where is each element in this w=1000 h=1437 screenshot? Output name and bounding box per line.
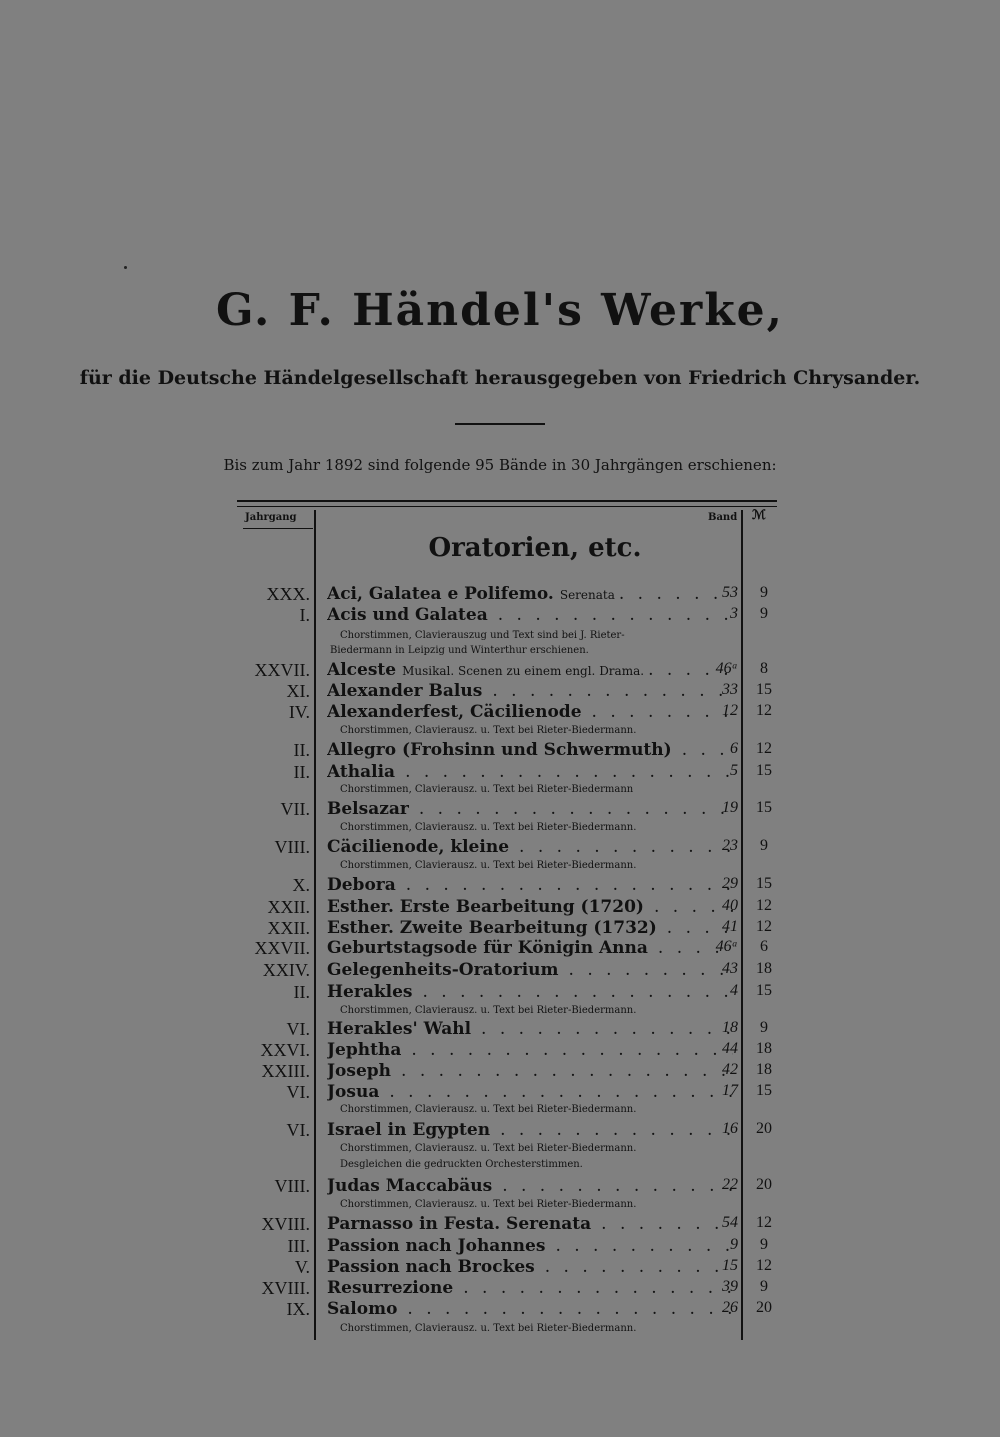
row-note: Chorstimmen, Clavierausz. u. Text bei Rieter-Biedermann. xyxy=(340,725,637,736)
row-note: Chorstimmen, Clavierausz. u. Text bei Rieter-Biedermann. xyxy=(340,822,637,833)
row-volume: 46ᵃ xyxy=(715,938,738,955)
row-title xyxy=(327,918,737,938)
row-volume: 9 xyxy=(730,1236,738,1253)
row-volume: 33 xyxy=(722,681,738,698)
row-name: Alceste xyxy=(327,660,397,680)
row-name: Joseph xyxy=(327,1061,392,1081)
table-row xyxy=(0,762,1000,784)
row-price: 15 xyxy=(756,875,772,892)
table-row xyxy=(0,1257,1000,1279)
row-name: Allegro (Frohsinn und Schwermuth) xyxy=(327,740,672,760)
row-price: 12 xyxy=(756,918,772,935)
table-row xyxy=(0,702,1000,724)
table-row xyxy=(0,605,1000,627)
leader-dots xyxy=(492,681,733,701)
row-name: Acis und Galatea xyxy=(327,605,488,625)
row-extra: Serenata xyxy=(559,588,615,602)
row-price: 18 xyxy=(756,960,772,977)
row-price: 12 xyxy=(756,702,772,719)
row-volume: 53 xyxy=(722,584,738,601)
leader-dots xyxy=(407,1299,733,1319)
table-row xyxy=(0,982,1000,1004)
row-year: II. xyxy=(293,762,310,782)
table-row xyxy=(0,1019,1000,1041)
row-price: 12 xyxy=(756,1257,772,1274)
row-year: XVIII. xyxy=(261,1278,310,1298)
leader-dots xyxy=(592,702,733,722)
header-year: Jahrgang xyxy=(245,512,297,523)
row-year: XXII. xyxy=(267,897,310,917)
table-row xyxy=(0,837,1000,859)
leader-dots xyxy=(682,740,733,760)
table-row xyxy=(0,1236,1000,1258)
row-price: 15 xyxy=(756,799,772,816)
leader-dots xyxy=(545,1257,733,1277)
row-price: 15 xyxy=(756,982,772,999)
row-name: Israel in Egypten xyxy=(327,1120,491,1140)
table-row xyxy=(0,681,1000,703)
row-title xyxy=(327,1257,737,1277)
table-row xyxy=(0,960,1000,982)
leader-dots xyxy=(555,1236,733,1256)
row-title xyxy=(327,1214,737,1234)
page-subtitle: für die Deutsche Händelgesellschaft herausgegeben von Friedrich Chrysander. xyxy=(79,367,921,389)
row-title xyxy=(327,799,737,819)
row-name: Gelegenheits-Oratorium xyxy=(327,960,559,980)
row-name: Josua xyxy=(327,1082,380,1102)
row-volume: 54 xyxy=(722,1214,738,1231)
leader-dots xyxy=(411,1040,733,1060)
table-row xyxy=(0,1278,1000,1300)
row-name: Parnasso in Festa. Serenata xyxy=(327,1214,592,1234)
row-name: Judas Maccabäus xyxy=(327,1176,493,1196)
row-title xyxy=(327,1061,737,1081)
row-name: Esther. Zweite Bearbeitung (1732) xyxy=(327,918,657,938)
row-year: VII. xyxy=(280,799,310,819)
row-name: Jephtha xyxy=(327,1040,402,1060)
row-volume: 40 xyxy=(722,897,738,914)
row-volume: 16 xyxy=(722,1120,738,1137)
row-year: II. xyxy=(293,982,310,1002)
leader-dots xyxy=(463,1278,733,1298)
leader-dots xyxy=(569,960,733,980)
row-year: XXX. xyxy=(266,584,310,604)
row-title xyxy=(327,681,737,701)
row-year: II. xyxy=(293,740,310,760)
row-price: 9 xyxy=(760,605,768,622)
row-volume: 46ᵃ xyxy=(715,660,738,677)
row-volume: 19 xyxy=(722,799,738,816)
row-title xyxy=(327,938,737,958)
leader-dots xyxy=(422,982,733,1002)
table-row xyxy=(0,897,1000,919)
row-title xyxy=(327,702,737,722)
row-note: Chorstimmen, Clavierausz. u. Text bei Rieter-Biedermann. xyxy=(340,1005,637,1016)
row-name: Debora xyxy=(327,875,396,895)
header-volume: Band xyxy=(708,512,738,523)
table-row xyxy=(0,1040,1000,1062)
row-name: Cäcilienode, kleine xyxy=(327,837,510,857)
row-volume: 26 xyxy=(722,1299,738,1316)
row-title xyxy=(327,762,737,782)
table-row xyxy=(0,1299,1000,1321)
row-note: Chorstimmen, Clavierausz. u. Text bei Rieter-Biedermann. xyxy=(340,1199,637,1210)
row-volume: 5 xyxy=(730,762,738,779)
row-volume: 23 xyxy=(722,837,738,854)
row-volume: 17 xyxy=(722,1082,738,1099)
leader-dots xyxy=(405,762,733,782)
row-note: Biedermann in Leipzig und Winterthur erschienen. xyxy=(330,645,589,656)
leader-dots xyxy=(601,1214,733,1234)
row-title xyxy=(327,1120,737,1140)
row-year: IX. xyxy=(286,1299,310,1319)
row-price: 9 xyxy=(760,1278,768,1295)
table-row xyxy=(0,740,1000,762)
row-volume: 42 xyxy=(722,1061,738,1078)
row-extra: Musikal. Scenen zu einem engl. Drama. xyxy=(402,664,645,678)
row-title xyxy=(327,1082,737,1102)
table-row xyxy=(0,1120,1000,1142)
row-year: VI. xyxy=(286,1120,310,1140)
row-name: Alexanderfest, Cäcilienode xyxy=(327,702,582,722)
row-volume: 15 xyxy=(722,1257,738,1274)
row-price: 9 xyxy=(760,1019,768,1036)
row-name: Athalia xyxy=(327,762,396,782)
leader-dots xyxy=(498,605,733,625)
table-row xyxy=(0,584,1000,606)
leader-dots xyxy=(481,1019,733,1039)
row-price: 20 xyxy=(756,1176,772,1193)
row-name: Herakles' Wahl xyxy=(327,1019,472,1039)
row-title xyxy=(327,1236,737,1256)
row-year: I. xyxy=(299,605,310,625)
row-title xyxy=(327,1040,737,1060)
table-row xyxy=(0,1214,1000,1236)
row-volume: 12 xyxy=(722,702,738,719)
row-name: Geburtstagsode für Königin Anna xyxy=(327,938,648,958)
intro-text: Bis zum Jahr 1892 sind folgende 95 Bände in 30 Jahrgängen erschienen: xyxy=(223,456,777,474)
row-title xyxy=(327,837,737,857)
row-year: XXVII. xyxy=(254,660,310,680)
row-volume: 39 xyxy=(722,1278,738,1295)
row-note: Chorstimmen, Clavierausz. u. Text bei Rieter-Biedermann. xyxy=(340,1323,637,1334)
row-year: X. xyxy=(292,875,310,895)
row-year: IV. xyxy=(288,702,310,722)
row-title xyxy=(327,660,737,680)
row-title xyxy=(327,960,737,980)
row-year: VI. xyxy=(286,1082,310,1102)
table-row xyxy=(0,660,1000,682)
page-title: G. F. Händel's Werke, xyxy=(215,285,784,336)
leader-dots xyxy=(500,1120,733,1140)
row-volume: 41 xyxy=(722,918,738,935)
row-title xyxy=(327,605,737,625)
section-heading: Oratorien, etc. xyxy=(428,533,642,563)
row-volume: 22 xyxy=(722,1176,738,1193)
row-name: Herakles xyxy=(327,982,413,1002)
row-price: 12 xyxy=(756,740,772,757)
row-title xyxy=(327,1299,737,1319)
row-volume: 44 xyxy=(722,1040,738,1057)
row-note: Chorstimmen, Clavierausz. u. Text bei Rieter-Biedermann. xyxy=(340,1143,637,1154)
row-year: XVIII. xyxy=(261,1214,310,1234)
row-name: Passion nach Brockes xyxy=(327,1257,535,1277)
header-price: ℳ xyxy=(752,508,766,523)
row-title xyxy=(327,982,737,1002)
row-title xyxy=(327,740,737,760)
row-year: XI. xyxy=(286,681,310,701)
row-volume: 6 xyxy=(730,740,738,757)
row-price: 15 xyxy=(756,1082,772,1099)
table-row xyxy=(0,1061,1000,1083)
row-price: 9 xyxy=(760,837,768,854)
row-name: Resurrezione xyxy=(327,1278,454,1298)
row-year: XXIV. xyxy=(262,960,310,980)
table-row xyxy=(0,918,1000,940)
row-volume: 4 xyxy=(730,982,738,999)
row-name: Esther. Erste Bearbeitung (1720) xyxy=(327,897,644,917)
row-year: XXVII. xyxy=(254,938,310,958)
row-year: XXIII. xyxy=(261,1061,310,1081)
leader-dots xyxy=(619,584,733,604)
leader-dots xyxy=(419,799,733,819)
row-volume: 43 xyxy=(722,960,738,977)
row-year: V. xyxy=(294,1257,310,1277)
table-row xyxy=(0,1082,1000,1104)
row-price: 15 xyxy=(756,762,772,779)
row-year: III. xyxy=(287,1236,310,1256)
row-volume: 18 xyxy=(722,1019,738,1036)
row-name: Alexander Balus xyxy=(327,681,483,701)
row-price: 12 xyxy=(756,897,772,914)
row-name: Belsazar xyxy=(327,799,409,819)
row-year: VIII. xyxy=(274,1176,310,1196)
leader-dots xyxy=(401,1061,733,1081)
row-name: Passion nach Johannes xyxy=(327,1236,546,1256)
row-title xyxy=(327,897,737,917)
table-row xyxy=(0,1176,1000,1198)
row-note: Chorstimmen, Clavierausz. u. Text bei Rieter-Biedermann. xyxy=(340,860,637,871)
row-price: 12 xyxy=(756,1214,772,1231)
row-title xyxy=(327,1278,737,1298)
row-price: 6 xyxy=(760,938,768,955)
row-price: 9 xyxy=(760,1236,768,1253)
row-note: Chorstimmen, Clavierausz. u. Text bei Rieter-Biedermann xyxy=(340,784,634,795)
row-name: Salomo xyxy=(327,1299,398,1319)
row-note: Chorstimmen, Clavierausz. u. Text bei Rieter-Biedermann. xyxy=(340,1104,637,1115)
row-note: Desgleichen die gedruckten Orchesterstimmen. xyxy=(340,1159,583,1170)
row-volume: 3 xyxy=(730,605,738,622)
row-title xyxy=(327,1019,737,1039)
table-row xyxy=(0,799,1000,821)
leader-dots xyxy=(406,875,733,895)
row-year: XXII. xyxy=(267,918,310,938)
row-year: VI. xyxy=(286,1019,310,1039)
table-row xyxy=(0,938,1000,960)
row-price: 15 xyxy=(756,681,772,698)
table-row xyxy=(0,875,1000,897)
row-price: 20 xyxy=(756,1120,772,1137)
row-price: 20 xyxy=(756,1299,772,1316)
row-price: 18 xyxy=(756,1061,772,1078)
row-price: 18 xyxy=(756,1040,772,1057)
leader-dots xyxy=(519,837,733,857)
row-note: Chorstimmen, Clavierauszug und Text sind bei J. Rieter- xyxy=(340,630,625,641)
row-title xyxy=(327,875,737,895)
row-title xyxy=(327,1176,737,1196)
row-title xyxy=(327,584,737,604)
leader-dots xyxy=(389,1082,733,1102)
row-year: XXVI. xyxy=(260,1040,310,1060)
row-year: VIII. xyxy=(274,837,310,857)
row-price: 9 xyxy=(760,584,768,601)
row-name: Aci, Galatea e Polifemo. xyxy=(327,584,554,604)
row-price: 8 xyxy=(760,660,768,677)
leader-dots xyxy=(502,1176,733,1196)
row-volume: 29 xyxy=(722,875,738,892)
